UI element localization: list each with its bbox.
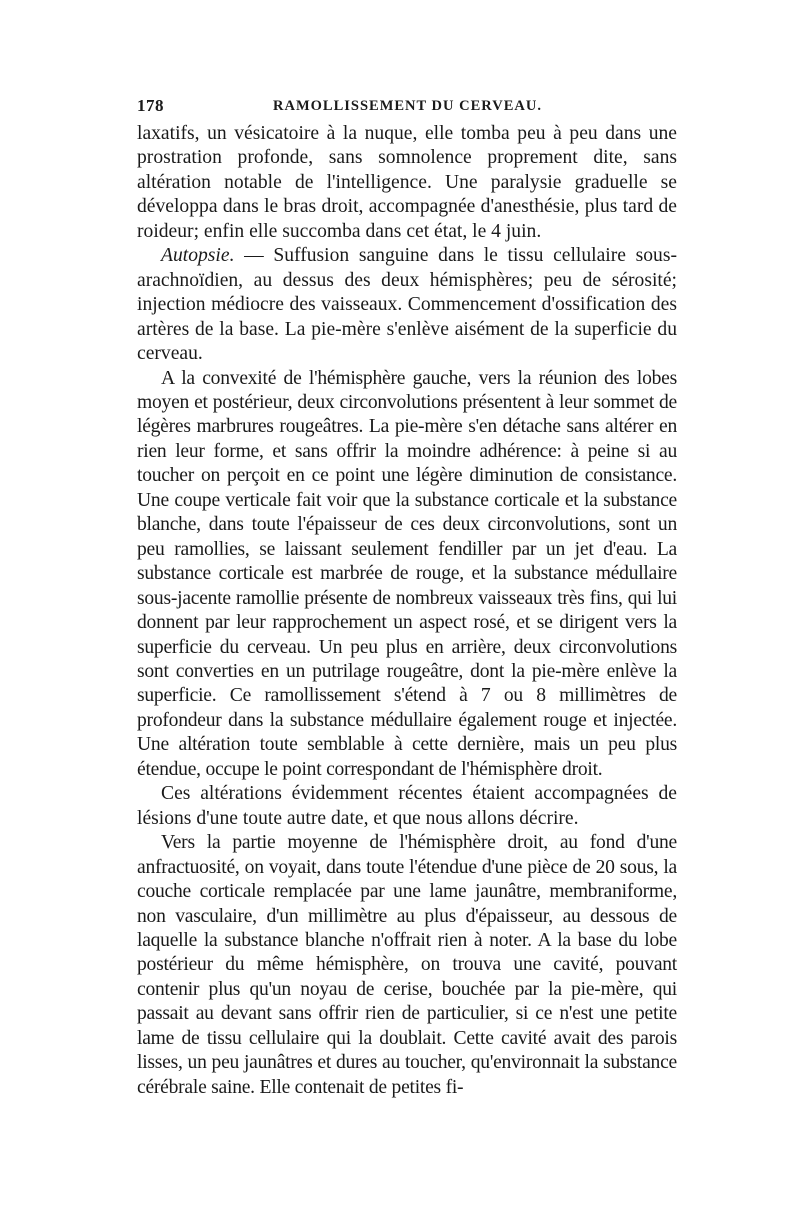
paragraph-left-hemisphere: A la convexité de l'hémisphère gauche, vers la réunion des lobes moyen et postérieur, deux circonvolutions présentent à leur sommet de légères marbrures rougeâtres. La pie-mère s'en détache sans altérer en rien leur forme, et sans offrir la moindre adhérence: à peine si au toucher on perçoit en ce point une légère diminution de consistance. Une coupe verticale fait voir que la substance corticale et la substance blanche, dans toute l'épaisseur de ces deux circonvolutions, sont un peu ramollies, se laissant seulement fendiller par un jet d'eau. La substance corticale est marbrée de rouge, et la substance médullaire sous-jacente ramollie présente de nombreux vaisseaux très fins, qui lui donnent par leur rapprochement un aspect rosé, et se dirigent vers la superficie du cerveau. Un peu plus en arrière, deux circonvolutions sont converties en un putrilage rougeâtre, dont la pie-mère enlève la superficie. Ce ramollissement s'étend à 7 ou 8 millimètres de profondeur dans la substance médullaire également rouge et injectée. Une altération toute semblable à cette dernière, mais un peu plus étendue, occupe le point correspondant de l'hémisphère droit. xyxy=(137,367,677,780)
autopsie-label: Autopsie. xyxy=(161,245,235,267)
paragraph-autopsie xyxy=(137,244,677,366)
book-page xyxy=(137,92,677,1100)
running-title: RAMOLLISSEMENT DU CERVEAU. xyxy=(273,98,542,114)
running-head xyxy=(137,92,677,122)
page-number: 178 xyxy=(137,96,164,115)
paragraph-continuation: laxatifs, un vésicatoire à la nuque, elle tomba peu à peu dans une prostration profonde, sans somnolence proprement dite, sans altération notable de l'intelligence. Une paralysie graduelle se développa dans le bras droit, accompagnée d'anesthésie, plus tard de roideur; enfin elle succomba dans cet état, le 4 juin. xyxy=(137,123,677,242)
autopsie-text: — Suffusion sanguine dans le tissu cellulaire sous-arachnoïdien, au dessus des deux hémisphères; peu de sérosité; injection médiocre des vaisseaux. Commencement d'ossification des artères de la base. La pie-mère s'enlève aisément de la superficie du cerveau. xyxy=(137,245,677,365)
paragraph-right-hemisphere: Vers la partie moyenne de l'hémisphère droit, au fond d'une anfractuosité, on voyait, dans toute l'étendue d'une pièce de 20 sous, la couche corticale remplacée par une lame jaunâtre, membraniforme, non vasculaire, d'un millimètre au plus d'épaisseur, au dessous de laquelle la substance blanche n'offrait rien à noter. A la base du lobe postérieur du même hémisphère, on trouva une cavité, pouvant contenir plus qu'un noyau de cerise, bouchée par la pie-mère, qui passait au devant sans offrir rien de particulier, si ce n'est une petite lame de tissu cellulaire qui la doublait. Cette cavité avait des parois lisses, un peu jaunâtres et dures au toucher, qu'environnait la substance cérébrale saine. Elle contenait de petites fi- xyxy=(137,832,677,1098)
paragraph-older-lesions: Ces altérations évidemment récentes étaient accompagnées de lésions d'une toute autre date, et que nous allons décrire. xyxy=(137,783,677,829)
body-text xyxy=(137,122,677,1100)
